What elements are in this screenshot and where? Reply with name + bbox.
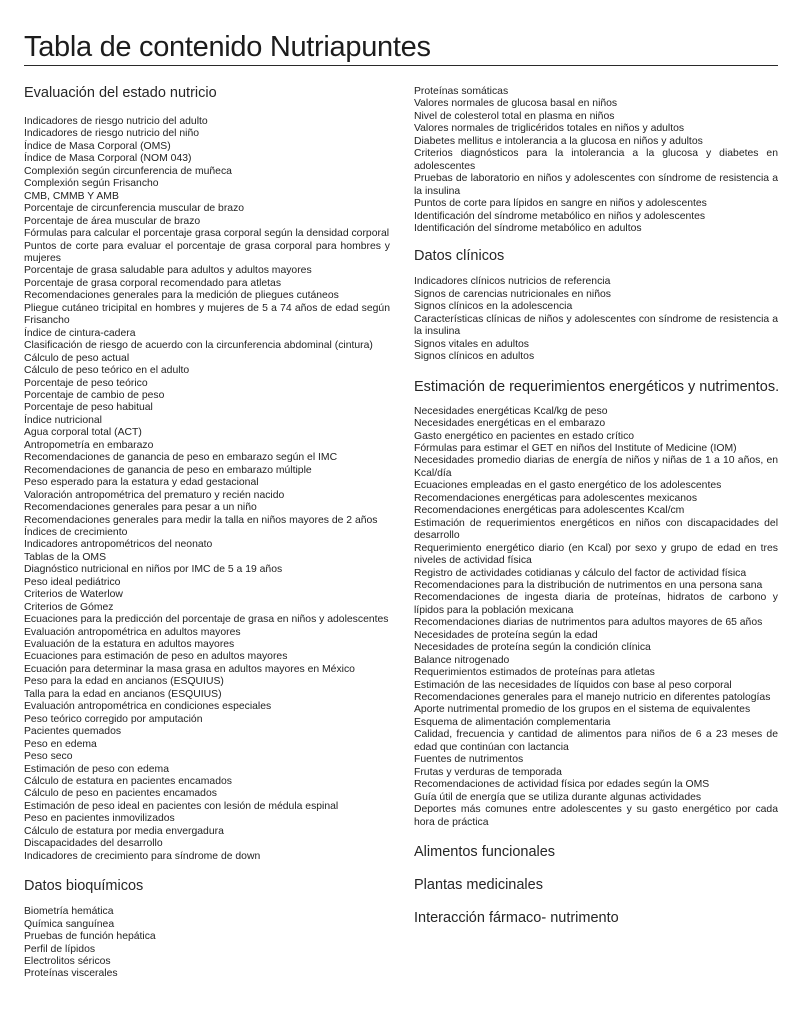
toc-entry: Necesidades de proteína según la edad <box>414 629 598 641</box>
toc-entry: Fórmulas para calcular el porcentaje grasa corporal según la densidad corporal <box>24 228 390 240</box>
toc-entry: Criterios de Waterlow <box>24 589 123 601</box>
toc-entry: Recomendaciones energéticas para adolescentes mexicanos <box>414 492 698 504</box>
toc-entry: Peso en pacientes inmovilizados <box>24 813 175 825</box>
toc-entry: Porcentaje de peso teórico <box>24 377 148 389</box>
toc-entry: Pruebas de laboratorio en niños y adolescentes con síndrome de resistencia a la insulina <box>414 173 778 197</box>
page-title: Tabla de contenido Nutriapuntes <box>24 31 431 63</box>
toc-entry: Gasto energético en pacientes en estado crítico <box>414 430 635 442</box>
toc-entry: Recomendaciones de actividad física por edades según la OMS <box>414 779 710 791</box>
toc-entry: Identificación del síndrome metabólico en niños y adolescentes <box>414 210 706 222</box>
toc-entry: Indicadores clínicos nutricios de referencia <box>414 276 611 288</box>
toc-entry: Balance nitrogenado <box>414 654 510 666</box>
section-datos-clinicos <box>414 247 778 363</box>
toc-entry: Ecuaciones para estimación de peso en adultos mayores <box>24 651 288 663</box>
toc-entry: Porcentaje de grasa corporal recomendado para atletas <box>24 277 282 289</box>
toc-entry: Características clínicas de niños y adolescentes con síndrome de resistencia a la insulina <box>414 313 778 338</box>
toc-entry: Agua corporal total (ACT) <box>24 427 142 439</box>
toc-entry: Frutas y verduras de temporada <box>414 766 562 778</box>
toc-entry: Criterios de Gómez <box>24 601 114 613</box>
toc-list <box>24 116 390 863</box>
toc-entry: Deportes más comunes entre adolescentes y su gasto energético por cada hora de práctica <box>414 804 778 828</box>
toc-entry: Peso teórico corregido por amputación <box>24 713 203 725</box>
toc-entry: Evaluación antropométrica en adultos mayores <box>24 626 241 638</box>
toc-entry: Proteínas viscerales <box>24 968 118 980</box>
toc-entry: Porcentaje de cambio de peso <box>24 389 165 401</box>
toc-entry: Proteínas somáticas <box>414 86 509 97</box>
toc-entry: Porcentaje de área muscular de brazo <box>24 215 201 227</box>
toc-entry: Cálculo de peso en pacientes encamados <box>24 788 217 800</box>
right-column <box>414 86 778 927</box>
toc-entry: Índice de Masa Corporal (OMS) <box>24 140 171 152</box>
toc-entry: Recomendaciones generales para pesar a un niño <box>24 502 257 514</box>
toc-entry: Signos vitales en adultos <box>414 338 529 350</box>
toc-entry: Identificación del síndrome metabólico en adultos <box>414 222 642 234</box>
toc-entry: Nivel de colesterol total en plasma en niños <box>414 110 615 122</box>
section-datos-bioquimicos <box>24 877 390 981</box>
toc-entry: Peso esperado para la estatura y edad gestacional <box>24 477 259 489</box>
toc-entry: Índice de cintura-cadera <box>24 327 136 339</box>
toc-entry: Complexión según Frisancho <box>24 178 159 190</box>
toc-entry: Ecuaciones empleadas en el gasto energético de los adolescentes <box>414 480 722 492</box>
toc-entry: Recomendaciones diarias de nutrimentos para adultos mayores de 65 años <box>414 617 763 629</box>
toc-entry: Cálculo de estatura en pacientes encamados <box>24 776 232 788</box>
toc-entry: Ecuaciones para la predicción del porcentaje de grasa en niños y adolescentes <box>24 614 389 626</box>
left-column <box>24 84 390 981</box>
toc-entry: Pruebas de función hepática <box>24 931 156 943</box>
toc-entry: Signos de carencias nutricionales en niños <box>414 288 611 300</box>
toc-entry: Indicadores de crecimiento para síndrome de down <box>24 850 261 862</box>
section-heading: Evaluación del estado nutricio <box>24 85 217 101</box>
toc-entry: Calidad, frecuencia y cantidad de alimentos para niños de 6 a 23 meses de edad que continúan con lactancia <box>414 729 778 753</box>
toc-entry: Requerimiento energético diario (en Kcal) por sexo y grupo de edad en tres niveles de actividad física <box>414 542 778 567</box>
toc-entry: Signos clínicos en la adolescencia <box>414 301 573 313</box>
section-interaccion-farmaco-nutrimento <box>414 909 778 927</box>
toc-entry: Electrolitos séricos <box>24 956 111 967</box>
section-estimacion-de-requerimientos-energeticos-y-nutrimentos <box>414 378 778 829</box>
toc-entry: Pliegue cutáneo tricipital en hombres y mujeres de 5 a 74 años de edad según Frisancho <box>24 302 390 327</box>
toc-entry: Química sanguínea <box>24 918 115 930</box>
toc-entry: Clasificación de riesgo de acuerdo con la circunferencia abdominal (cintura) <box>24 340 373 352</box>
toc-entry: Necesidades energéticas en el embarazo <box>414 418 606 430</box>
toc-entry: Estimación de las necesidades de líquidos con base al peso corporal <box>414 679 732 691</box>
toc-list <box>414 406 778 829</box>
toc-entry: Recomendaciones de ingesta diaria de proteínas, hidratos de carbono y lípidos para la población mexicana <box>414 592 778 616</box>
toc-entry: Estimación de peso con edema <box>24 763 169 775</box>
section-heading: Alimentos funcionales <box>414 844 556 861</box>
toc-entry: Registro de actividades cotidianas y cálculo del factor de actividad física <box>414 567 747 579</box>
toc-list <box>414 276 778 363</box>
toc-entry: Índices de crecimiento <box>24 526 128 538</box>
toc-entry: Porcentaje de circunferencia muscular de brazo <box>24 203 245 215</box>
toc-entry: Porcentaje de grasa saludable para adultos y adultos mayores <box>24 265 312 277</box>
toc-entry: Antropometría en embarazo <box>24 439 154 451</box>
toc-entry: Evaluación de la estatura en adultos mayores <box>24 639 235 651</box>
section-alimentos-funcionales <box>414 843 778 861</box>
toc-entry: Puntos de corte para lípidos en sangre en niños y adolescentes <box>414 198 707 210</box>
section-evaluacion-del-estado-nutricio <box>24 84 390 863</box>
toc-entry: Recomendaciones generales para la medición de pliegues cutáneos <box>24 290 339 302</box>
toc-entry: Recomendaciones para la distribución de nutrimentos en una persona sana <box>414 579 763 591</box>
toc-entry: Indicadores antropométricos del neonato <box>24 539 213 551</box>
toc-entry: Porcentaje de peso habitual <box>24 402 153 414</box>
toc-entry: Estimación de peso ideal en pacientes con lesión de médula espinal <box>24 800 339 812</box>
toc-entry: Necesidades energéticas Kcal/kg de peso <box>414 405 608 417</box>
toc-entry: Necesidades promedio diarias de energía de niños y niñas de 1 a 10 años, en Kcal/día <box>414 455 778 479</box>
toc-entry: Recomendaciones de ganancia de peso en embarazo múltiple <box>24 464 312 476</box>
toc-list <box>414 86 778 235</box>
toc-entry: Peso para la edad en ancianos (ESQUIUS) <box>24 676 224 688</box>
toc-entry: Indicadores de riesgo nutricio del niño <box>24 128 200 140</box>
toc-entry: Valoración antropométrica del prematuro y recién nacido <box>24 489 285 501</box>
toc-entry: Cálculo de estatura por media envergadura <box>24 825 224 837</box>
toc-entry: Estimación de requerimientos energéticos en niños con discapacidades del desarrollo <box>414 517 778 542</box>
section-heading: Plantas medicinales <box>414 877 543 894</box>
toc-entry: Diagnóstico nutricional en niños por IMC de 5 a 19 años <box>24 564 283 576</box>
toc-entry: Recomendaciones de ganancia de peso en embarazo según el IMC <box>24 452 338 464</box>
toc-entry: Perfil de lípidos <box>24 943 96 955</box>
toc-list <box>24 906 390 981</box>
toc-entry: Peso seco <box>24 751 73 763</box>
toc-entry: Aporte nutrimental promedio de los grupos en el sistema de equivalentes <box>414 704 751 716</box>
toc-entry: Fuentes de nutrimentos <box>414 754 524 766</box>
toc-entry: Ecuación para determinar la masa grasa en adultos mayores en México <box>24 663 355 675</box>
toc-entry: Esquema de alimentación complementaria <box>414 716 611 728</box>
section-heading: Interacción fármaco- nutrimento <box>414 910 619 927</box>
toc-entry: Indicadores de riesgo nutricio del adulto <box>24 116 208 127</box>
toc-entry: Recomendaciones generales para medir la talla en niños mayores de 2 años <box>24 514 378 526</box>
toc-entry: Peso ideal pediátrico <box>24 576 121 588</box>
toc-entry: Cálculo de peso teórico en el adulto <box>24 365 190 377</box>
toc-entry: Recomendaciones energéticas para adolescentes Kcal/cm <box>414 505 685 517</box>
toc-entry: Índice de Masa Corporal (NOM 043) <box>24 153 192 165</box>
toc-entry: Puntos de corte para evaluar el porcentaje de grasa corporal para hombres y mujeres <box>24 240 390 264</box>
section-heading: Estimación de requerimientos energéticos y nutrimentos. <box>414 378 780 395</box>
toc-entry: Discapacidades del desarrollo <box>24 838 163 850</box>
toc-entry: Requerimientos estimados de proteínas para atletas <box>414 667 655 679</box>
toc-entry: Complexión según circunferencia de muñeca <box>24 165 232 177</box>
toc-entry: Tablas de la OMS <box>24 551 107 563</box>
toc-entry: Valores normales de triglicéridos totales en niños y adultos <box>414 123 685 135</box>
toc-entry: Biometría hemática <box>24 906 114 918</box>
toc-entry: Fórmulas para estimar el GET en niños del Institute of Medicine (IOM) <box>414 442 737 454</box>
toc-entry: Peso en edema <box>24 738 97 750</box>
toc-entry: Índice nutricional <box>24 414 102 426</box>
toc-entry: Recomendaciones generales para el manejo nutricio en diferentes patologías <box>414 692 771 704</box>
toc-entry: Signos clínicos en adultos <box>414 351 535 363</box>
toc-entry: CMB, CMMB Y AMB <box>24 190 119 202</box>
section-heading: Datos bioquímicos <box>24 878 144 895</box>
toc-entry: Diabetes mellitus e intolerancia a la glucosa en niños y adultos <box>414 135 703 147</box>
toc-entry: Evaluación antropométrica en condiciones especiales <box>24 701 272 713</box>
toc-entry: Valores normales de glucosa basal en niños <box>414 98 618 110</box>
toc-entry: Necesidades de proteína según la condición clínica <box>414 642 651 654</box>
toc-entry: Cálculo de peso actual <box>24 352 130 364</box>
section-heading: Datos clínicos <box>414 248 505 265</box>
toc-entry: Pacientes quemados <box>24 726 122 738</box>
title-divider <box>24 65 778 66</box>
section-plantas-medicinales <box>414 876 778 894</box>
toc-entry: Guía útil de energía que se utiliza durante algunas actividades <box>414 791 702 803</box>
section-continued <box>414 86 778 235</box>
toc-entry: Criterios diagnósticos para la intolerancia a la glucosa y diabetes en adolescentes <box>414 148 778 172</box>
toc-entry: Talla para la edad en ancianos (ESQUIUS) <box>24 688 222 700</box>
